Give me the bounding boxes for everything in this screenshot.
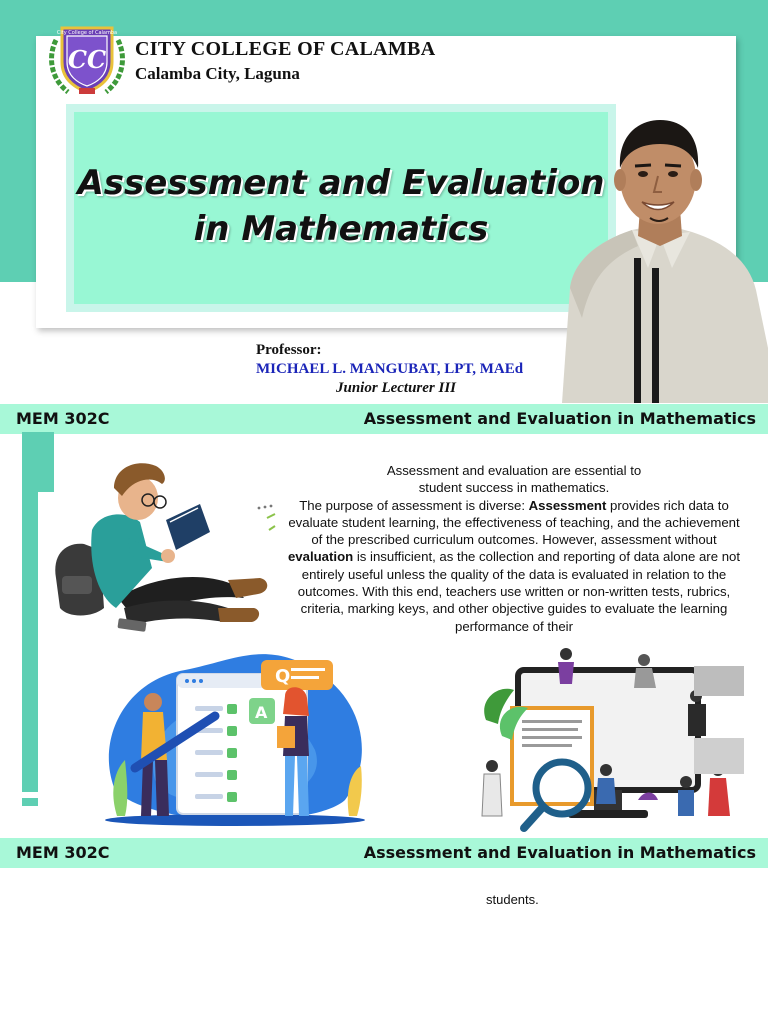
paragraph-part-1: The purpose of assessment is diverse: bbox=[299, 497, 529, 513]
course-title: Assessment and Evaluation in Mathematics bbox=[363, 843, 756, 862]
side-stripe bbox=[22, 492, 38, 792]
quiz-q-icon: Q bbox=[275, 666, 291, 687]
professor-name: MICHAEL L. MANGUBAT, LPT, MAEd bbox=[256, 361, 524, 377]
paragraph-part-2: provides rich data to evaluate student learning, the effectiveness of teaching, and the achievement of the prescribed curriculum outcomes. However, assessment without bbox=[288, 497, 740, 548]
college-seal-icon bbox=[46, 22, 128, 98]
professor-label: Professor: bbox=[256, 342, 322, 358]
research-screen-illustration bbox=[458, 640, 750, 836]
title-line-2: in Mathematics bbox=[193, 209, 489, 249]
course-code: MEM 302C bbox=[16, 843, 110, 862]
course-bar-top bbox=[0, 404, 768, 434]
term-evaluation: evaluation bbox=[287, 549, 354, 565]
course-bar-bottom bbox=[0, 838, 768, 868]
college-name: CITY COLLEGE OF CALAMBA bbox=[135, 38, 436, 60]
college-city: Calamba City, Laguna bbox=[135, 64, 300, 83]
continued-text: students. bbox=[486, 892, 539, 907]
decorative-dots bbox=[255, 500, 277, 540]
quiz-a-icon: A bbox=[255, 703, 268, 722]
body-paragraph bbox=[282, 462, 746, 635]
course-title: Assessment and Evaluation in Mathematics bbox=[363, 409, 756, 428]
seal-text: City College of Calamba bbox=[56, 30, 118, 36]
side-stripe bbox=[22, 798, 38, 806]
presentation-title bbox=[74, 160, 608, 252]
term-assessment: Assessment bbox=[528, 497, 607, 513]
quiz-checklist-illustration bbox=[95, 640, 375, 828]
student-reading-illustration bbox=[48, 458, 273, 636]
professor-rank: Junior Lecturer III bbox=[336, 380, 457, 396]
title-line-1: Assessment and Evaluation bbox=[77, 163, 605, 203]
paragraph-part-3: is insufficient, as the collection and reporting of data alone are not entirely useful unless the quality of the data is evaluated in relation to the outcomes. With this end, teachers use written or non-written tests, rubrics, criteria, marking keys, and other objective guides to evaluate the learning performance of their bbox=[297, 549, 741, 634]
intro-line-1: Assessment and evaluation are essential to bbox=[386, 463, 642, 478]
presenter-photo bbox=[552, 118, 768, 403]
course-code: MEM 302C bbox=[16, 409, 110, 428]
intro-line-2: student success in mathematics. bbox=[418, 480, 610, 496]
seal-monogram: CC bbox=[67, 45, 107, 74]
